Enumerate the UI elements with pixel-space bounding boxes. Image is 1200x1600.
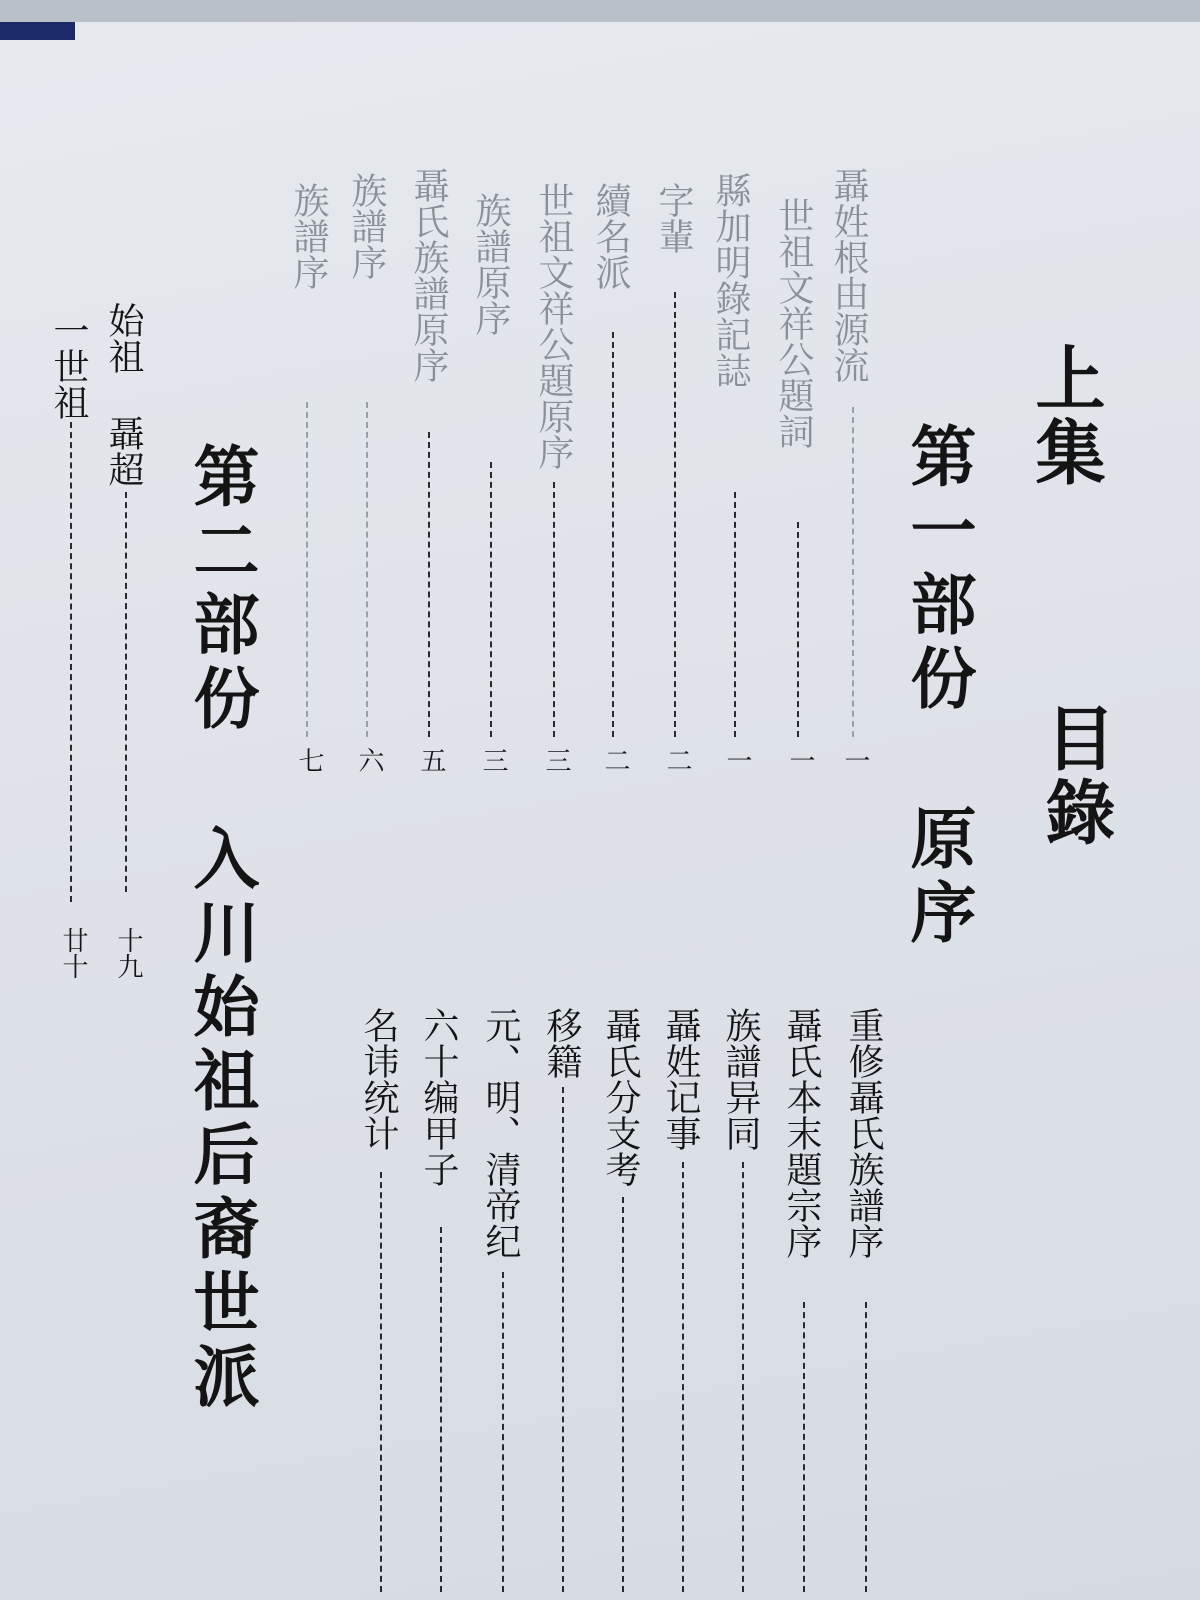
toc-entry: 世祖文祥公題詞	[773, 197, 814, 449]
toc-page-number: 十九	[113, 927, 143, 979]
toc-entry: 字輩	[653, 182, 694, 254]
dot-leader	[502, 1272, 504, 1592]
dot-leader	[797, 522, 799, 737]
dot-leader	[803, 1302, 805, 1592]
toc-entry: 族譜序	[346, 172, 387, 280]
part2-title: 第二部份 入川始祖后裔世派	[182, 442, 260, 1416]
toc-page-number: 一	[785, 747, 815, 773]
toc-entry: 重修聶氏族譜序	[843, 1007, 884, 1259]
toc-entry: 世祖文祥公題原序	[533, 182, 574, 470]
toc-page-number: 五	[416, 747, 446, 773]
toc-entry: 聶氏本末題宗序	[781, 1007, 822, 1259]
toc-page-number: 三	[541, 747, 571, 773]
toc-page-number: 三	[478, 747, 508, 773]
dot-leader	[734, 492, 736, 737]
toc-entry: 續名派	[590, 182, 631, 290]
toc-page-number: 七	[294, 747, 324, 773]
toc-entry: 元、明、清帝纪	[480, 1007, 521, 1259]
toc-entry: 名讳统计	[358, 1007, 399, 1151]
dot-leader	[380, 1172, 382, 1592]
dot-leader	[674, 292, 676, 737]
document-page	[0, 22, 1200, 1600]
part1-title: 第一部份 原序	[899, 422, 977, 952]
dot-leader	[440, 1227, 442, 1592]
corner-binding-mark	[0, 22, 75, 40]
dot-leader	[682, 1162, 684, 1592]
dot-leader	[865, 1302, 867, 1592]
toc-entry: 聶氏族譜原序	[408, 167, 449, 383]
toc-entry: 聶姓记事	[660, 1007, 701, 1151]
contents-title: 目錄	[1034, 702, 1117, 850]
toc-entry: 移籍	[541, 1007, 582, 1079]
dot-leader	[553, 482, 555, 737]
toc-page-number: 一	[722, 747, 752, 773]
dot-leader	[852, 407, 854, 737]
toc-page-number: 廿十	[58, 927, 88, 979]
toc-entry: 聶姓根由源流	[828, 167, 869, 383]
dot-leader	[366, 402, 368, 737]
toc-entry: 始祖 聶超	[103, 302, 144, 487]
toc-entry: 族譜序	[288, 182, 329, 290]
dot-leader	[70, 422, 72, 902]
toc-entry: 一世祖	[48, 312, 89, 420]
toc-page-number: 二	[600, 747, 630, 773]
toc-entry: 縣加明錄記誌	[710, 172, 751, 388]
dot-leader	[622, 1197, 624, 1592]
toc-page-number: 二	[662, 747, 692, 773]
toc-page-number: 一	[840, 747, 870, 773]
toc-entry: 族譜异同	[720, 1007, 761, 1151]
toc-entry: 聶氏分支考	[600, 1007, 641, 1187]
toc-entry: 族譜原序	[470, 192, 511, 336]
dot-leader	[125, 492, 127, 892]
dot-leader	[612, 332, 614, 737]
dot-leader	[428, 432, 430, 737]
dot-leader	[490, 462, 492, 737]
collection-title: 上集	[1024, 342, 1107, 490]
dot-leader	[742, 1162, 744, 1592]
toc-page-number: 六	[354, 747, 384, 773]
dot-leader	[562, 1087, 564, 1592]
dot-leader	[306, 402, 308, 737]
toc-entry: 六十编甲子	[418, 1007, 459, 1187]
